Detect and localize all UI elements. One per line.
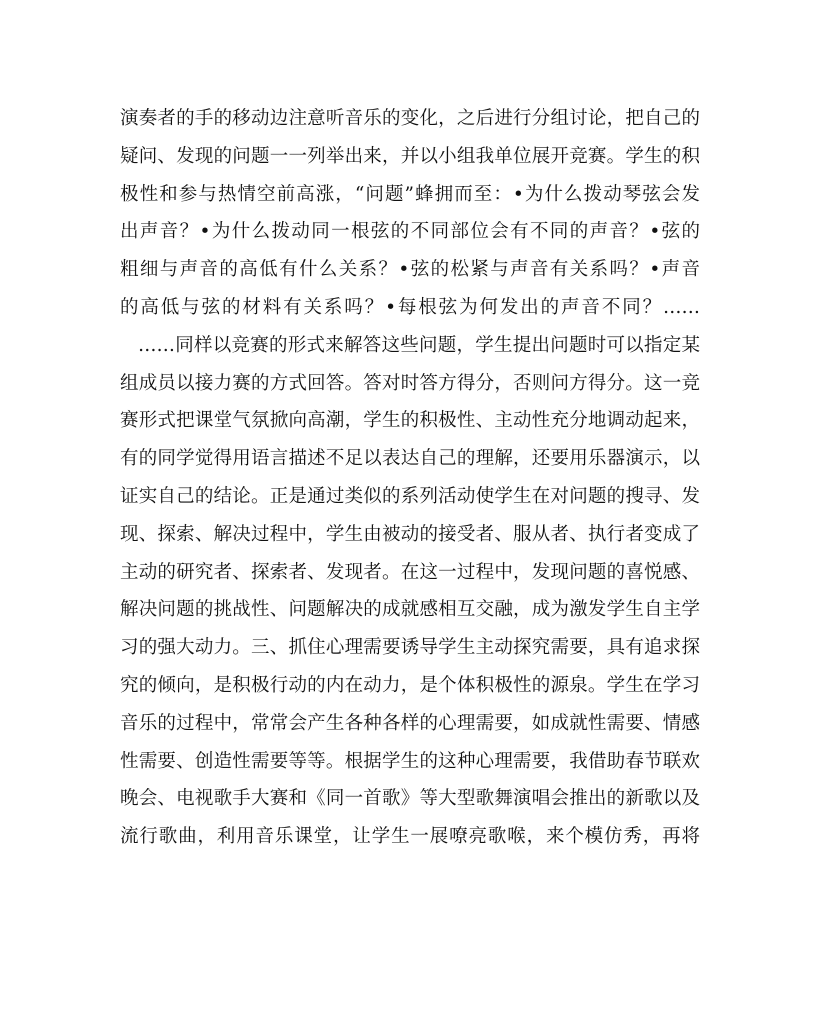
text-line: 证实自己的结论。正是通过类似的系列活动使学生在对问题的搜寻、发 <box>120 485 700 507</box>
text-line: 演奏者的手的移动边注意听音乐的变化，之后进行分组讨论，把自己的 <box>120 108 700 129</box>
text-line: 晚会、电视歌手大赛和《同一首歌》等大型歌舞演唱会推出的新歌以及 <box>120 788 700 810</box>
text-line: 疑问、发现的问题一一列举出来，并以小组我单位展开竞赛。学生的积 <box>120 145 700 167</box>
text-line: 主动的研究者、探索者、发现者。在这一过程中，发现问题的喜悦感、 <box>120 561 700 583</box>
text-line: 流行歌曲，利用音乐课堂，让学生一展嘹亮歌喉，来个模仿秀，再将 <box>120 826 700 848</box>
text-line: 的高低与弦的材料有关系吗？•每根弦为何发出的声音不同？…… <box>120 296 700 318</box>
text-line: 赛形式把课堂气氛掀向高潮，学生的积极性、主动性充分地调动起来， <box>120 410 700 432</box>
text-line: 出声音？•为什么拨动同一根弦的不同部位会有不同的声音？•弦的 <box>120 221 700 243</box>
body-text <box>120 100 700 856</box>
text-line: 解决问题的挑战性、问题解决的成就感相互交融，成为激发学生自主学 <box>120 599 700 621</box>
text-line: 音乐的过程中，常常会产生各种各样的心理需要，如成就性需要、情感 <box>120 712 700 734</box>
text-line: 性需要、创造性需要等等。根据学生的这种心理需要，我借助春节联欢 <box>120 750 700 772</box>
text-line: ……同样以竞赛的形式来解答这些问题，学生提出问题时可以指定某 <box>138 334 700 356</box>
text-line: 习的强大动力。三、抓住心理需要诱导学生主动探究需要，具有追求探 <box>120 637 700 659</box>
text-line: 组成员以接力赛的方式回答。答对时答方得分，否则问方得分。这一竞 <box>120 372 700 394</box>
text-line: 现、探索、解决过程中，学生由被动的接受者、服从者、执行者变成了 <box>120 523 700 545</box>
text-line: 极性和参与热情空前高涨，“问题”蜂拥而至：•为什么拨动琴弦会发 <box>120 183 700 205</box>
text-line: 究的倾向，是积极行动的内在动力，是个体积极性的源泉。学生在学习 <box>120 674 700 696</box>
text-line: 粗细与声音的高低有什么关系？•弦的松紧与声音有关系吗？•声音 <box>120 259 700 281</box>
text-line: 有的同学觉得用语言描述不足以表达自己的理解，还要用乐器演示，以 <box>120 448 700 470</box>
